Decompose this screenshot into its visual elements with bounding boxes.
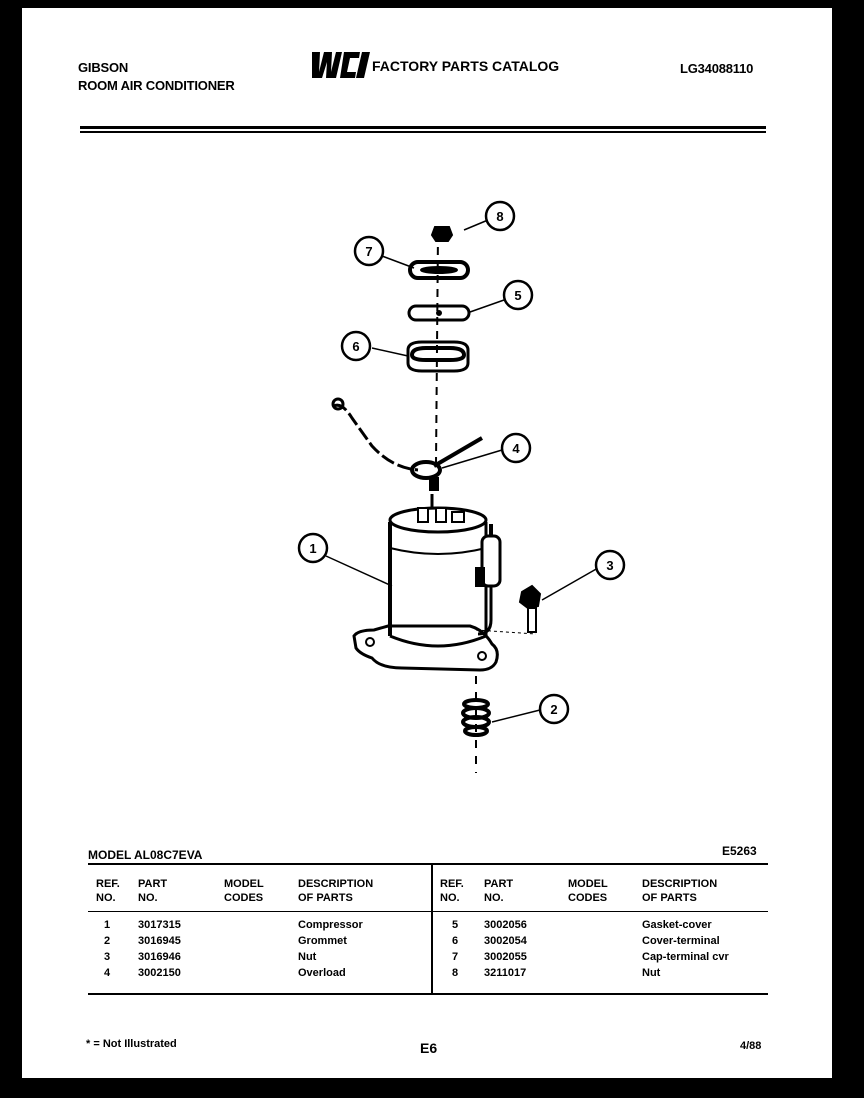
nut-mount-part <box>520 586 540 632</box>
header-ref-no-right: REF. NO. <box>440 878 464 904</box>
exploded-parts-diagram <box>22 8 832 838</box>
leader-6 <box>372 348 408 356</box>
part-description: Gasket-cover <box>642 919 712 931</box>
part-no: 3002054 <box>484 935 527 947</box>
overload-part <box>333 399 482 490</box>
catalog-reference: LG34088110 <box>680 61 754 76</box>
table-top-rule <box>88 863 768 865</box>
ref-no: 1 <box>104 919 111 931</box>
header-description-left: DESCRIPTION OF PARTS <box>298 878 374 904</box>
product-name: ROOM AIR CONDITIONER <box>78 78 235 93</box>
diagram-code: E5263 <box>722 844 757 858</box>
page-number: E6 <box>420 1040 438 1056</box>
header-model-codes-right: MODEL CODES <box>568 878 608 904</box>
nut-top-part <box>432 227 452 241</box>
part-no: 3002056 <box>484 919 527 931</box>
callout-7: 7 <box>365 244 373 259</box>
leader-3 <box>542 568 598 600</box>
part-description: Compressor <box>298 919 363 931</box>
part-no: 3211017 <box>484 967 527 979</box>
leader-1 <box>326 556 392 586</box>
callout-2: 2 <box>550 702 558 717</box>
part-no: 3002055 <box>484 951 527 963</box>
table-column-divider <box>431 865 433 993</box>
part-no: 3016945 <box>138 935 181 947</box>
part-no: 3002150 <box>138 967 181 979</box>
ref-no: 4 <box>104 967 111 979</box>
part-description: Nut <box>642 967 661 979</box>
leader-2 <box>492 710 540 722</box>
callout-5: 5 <box>514 288 522 303</box>
ref-no: 5 <box>452 919 459 931</box>
table-header-rule <box>88 911 768 912</box>
part-description: Nut <box>298 951 317 963</box>
catalog-title: FACTORY PARTS CATALOG <box>372 58 560 74</box>
leader-4 <box>442 450 502 468</box>
ref-no: 8 <box>452 967 459 979</box>
catalog-date: 4/88 <box>740 1040 762 1052</box>
ref-no: 2 <box>104 935 111 947</box>
header-description-right: DESCRIPTION OF PARTS <box>642 878 718 904</box>
cover-terminal-part <box>408 342 468 371</box>
table-bottom-rule <box>88 993 768 995</box>
not-illustrated-note: * = Not Illustrated <box>86 1038 177 1050</box>
header-part-no-right: PART NO. <box>484 878 514 904</box>
model-number: MODEL AL08C7EVA <box>88 848 203 862</box>
compressor-part <box>354 494 536 670</box>
part-no: 3017315 <box>138 919 181 931</box>
leader-7 <box>382 256 414 268</box>
ref-no: 3 <box>104 951 111 963</box>
part-description: Overload <box>298 967 346 979</box>
callout-1: 1 <box>309 541 317 556</box>
callout-4: 4 <box>512 441 520 456</box>
leader-8 <box>464 220 488 230</box>
gasket-cover-part <box>409 306 469 320</box>
callout-8: 8 <box>496 209 504 224</box>
cap-terminal-part <box>410 262 468 278</box>
part-description: Cover-terminal <box>642 935 720 947</box>
ref-no: 7 <box>452 951 459 963</box>
callout-3: 3 <box>606 558 614 573</box>
brand-name: GIBSON <box>78 60 129 75</box>
part-description: Cap-terminal cvr <box>642 951 729 963</box>
header-model-codes-left: MODEL CODES <box>224 878 264 904</box>
ref-no: 6 <box>452 935 459 947</box>
catalog-page <box>22 8 832 1078</box>
leader-5 <box>470 300 504 312</box>
header-ref-no-left: REF. NO. <box>96 878 120 904</box>
header-part-no-left: PART NO. <box>138 878 168 904</box>
part-description: Grommet <box>298 935 347 947</box>
callout-6: 6 <box>352 339 360 354</box>
part-no: 3016946 <box>138 951 181 963</box>
